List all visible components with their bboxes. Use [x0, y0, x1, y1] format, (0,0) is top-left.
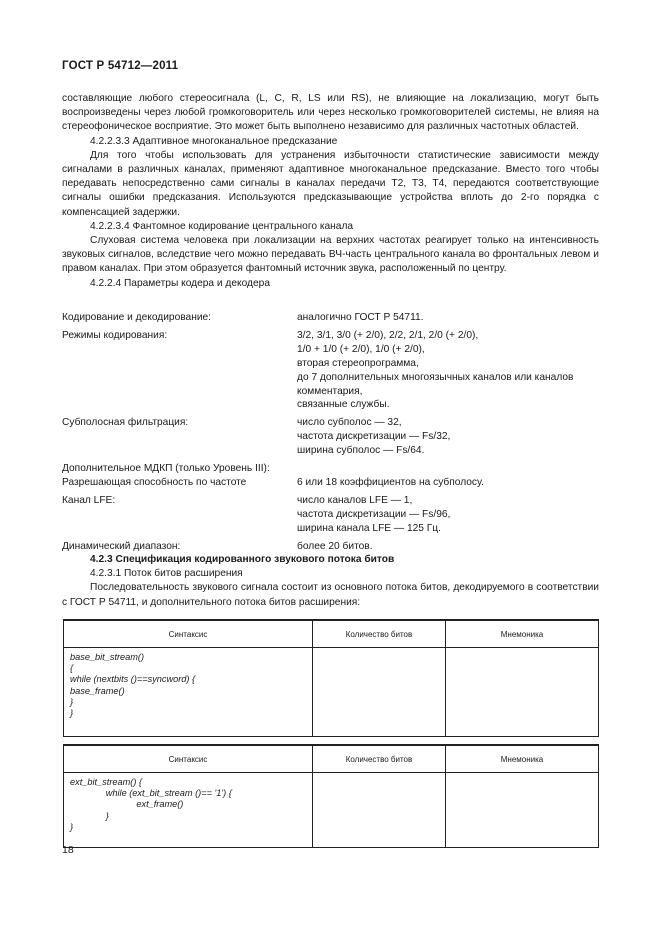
header-syntax: Синтаксис	[64, 620, 313, 648]
parameter-value	[297, 462, 602, 476]
document-header: ГОСТ Р 54712—2011	[62, 60, 179, 72]
mnemonic-cell	[446, 773, 599, 848]
page-number: 18	[62, 844, 74, 856]
syntax-code: base_bit_stream() { while (nextbits ()==syncword) { base_frame() } }	[64, 648, 313, 737]
table-row	[64, 648, 599, 737]
parameter-row	[62, 311, 602, 325]
parameter-row	[62, 540, 602, 554]
parameter-value-line: число каналов LFE — 1,	[297, 494, 413, 506]
parameter-value	[297, 476, 602, 490]
header-mnemonic: Мнемоника	[446, 620, 599, 648]
parameter-value-line: ширина канала LFE — 125 Гц.	[297, 522, 441, 534]
paragraph: Слуховая система человека при локализации на верхних частотах реагирует только на интенсивность звуковых сигналов, вследствие чего можно передавать ВЧ-часть центрального канала во фронтальных левом и правом каналах. При этом образуется фантомный источник звука, расположенный по центру.	[62, 235, 599, 275]
syntax-table-extension	[63, 744, 599, 848]
parameter-value-line: вторая стереопрограмма,	[297, 357, 419, 369]
parameter-row	[62, 462, 602, 476]
parameter-value-line: 1/0 + 1/0 (+ 2/0), 1/0 (+ 2/0),	[297, 343, 425, 355]
bits-cell	[313, 773, 446, 848]
syntax-code: ext_bit_stream() { while (ext_bit_stream ()== '1') { ext_frame() } }	[64, 773, 313, 848]
parameter-label: Дополнительное МДКП (только Уровень III):	[62, 463, 270, 475]
mnemonic-cell	[446, 648, 599, 737]
parameter-value-line: комментария,	[297, 385, 363, 397]
parameter-value	[297, 311, 602, 325]
paragraph: Для того чтобы использовать для устранения избыточности статистические зависимости между сигналами в различных каналах, применяют адаптивное многоканальное предсказание. Вместо того чтобы передавать непосредственно сами сигналы в каналах передачи T2, T3, T4, передаются соответствующие сигналы ошибки предсказания. Используются предсказывающие устройства вплоть до 2-го порядка с компенсацией задержки.	[62, 149, 599, 218]
parameter-value-line: частота дискретизации — Fs/32,	[297, 431, 451, 443]
parameter-value-line: 6 или 18 коэффициентов на субполосу.	[297, 476, 484, 488]
subsection-heading: 4.2.3.1 Поток битов расширения	[90, 568, 243, 580]
parameter-row	[62, 476, 602, 490]
header-syntax: Синтаксис	[64, 745, 313, 773]
parameter-label: Режимы кодирования:	[62, 329, 168, 341]
parameter-value-line: более 20 битов.	[297, 540, 373, 552]
parameter-row	[62, 494, 602, 536]
parameter-value-line: до 7 дополнительных многоязычных каналов или каналов	[297, 371, 574, 383]
parameter-value-line: связанные службы.	[297, 399, 390, 411]
section-4-2-3	[62, 553, 599, 610]
header-bits: Количество битов	[313, 620, 446, 648]
parameter-value	[297, 329, 602, 412]
body-text	[62, 92, 599, 291]
parameter-value	[297, 540, 602, 554]
subsection-heading: 4.2.2.4 Параметры кодера и декодера	[90, 277, 270, 289]
subsection-heading: 4.2.2.3.4 Фантомное кодирование центрального канала	[90, 220, 354, 232]
parameter-label: Субполосная фильтрация:	[62, 417, 189, 429]
header-mnemonic: Мнемоника	[446, 745, 599, 773]
subsection-heading: 4.2.2.3.3 Адаптивное многоканальное предсказание	[90, 135, 338, 147]
header-bits: Количество битов	[313, 745, 446, 773]
parameter-value-line: число субполос — 32,	[297, 417, 402, 429]
table-header-row	[64, 620, 599, 648]
parameter-value	[297, 416, 602, 458]
parameters-list	[62, 311, 602, 558]
parameter-value-line: аналогично ГОСТ Р 54711.	[297, 312, 424, 323]
parameter-value-line: ширина субполос — Fs/64.	[297, 445, 425, 457]
paragraph-continuation: составляющие любого стереосигнала (L, C, R, LS или RS), не влияющие на локализацию, могут быть воспроизведены через любой громкоговоритель или через несколько громкоговорителей системы, не влияя на стереофоническое восприятие. Это может быть выполнено независимо для различных частотных областей.	[62, 93, 599, 133]
syntax-table-base	[63, 619, 599, 737]
parameter-label: Разрешающая способность по частоте	[62, 476, 247, 488]
parameter-label: Канал LFE:	[62, 494, 116, 506]
parameter-value	[297, 494, 602, 536]
table-row	[64, 773, 599, 848]
parameter-label: Кодирование и декодирование:	[62, 312, 212, 323]
section-title: 4.2.3 Спецификация кодированного звукового потока битов	[90, 554, 395, 565]
bits-cell	[313, 648, 446, 737]
parameter-value-line: частота дискретизации — Fs/96,	[297, 508, 451, 520]
parameter-row	[62, 329, 602, 412]
parameter-value-line: 3/2, 3/1, 3/0 (+ 2/0), 2/2, 2/1, 2/0 (+ 2/0),	[297, 329, 479, 341]
parameter-row	[62, 416, 602, 458]
paragraph: Последовательность звукового сигнала состоит из основного потока битов, декодируемого в соответствии с ГОСТ Р 54711, и дополнительного потока битов расширения:	[62, 582, 599, 608]
parameter-label: Динамический диапазон:	[62, 540, 181, 552]
table-header-row	[64, 745, 599, 773]
